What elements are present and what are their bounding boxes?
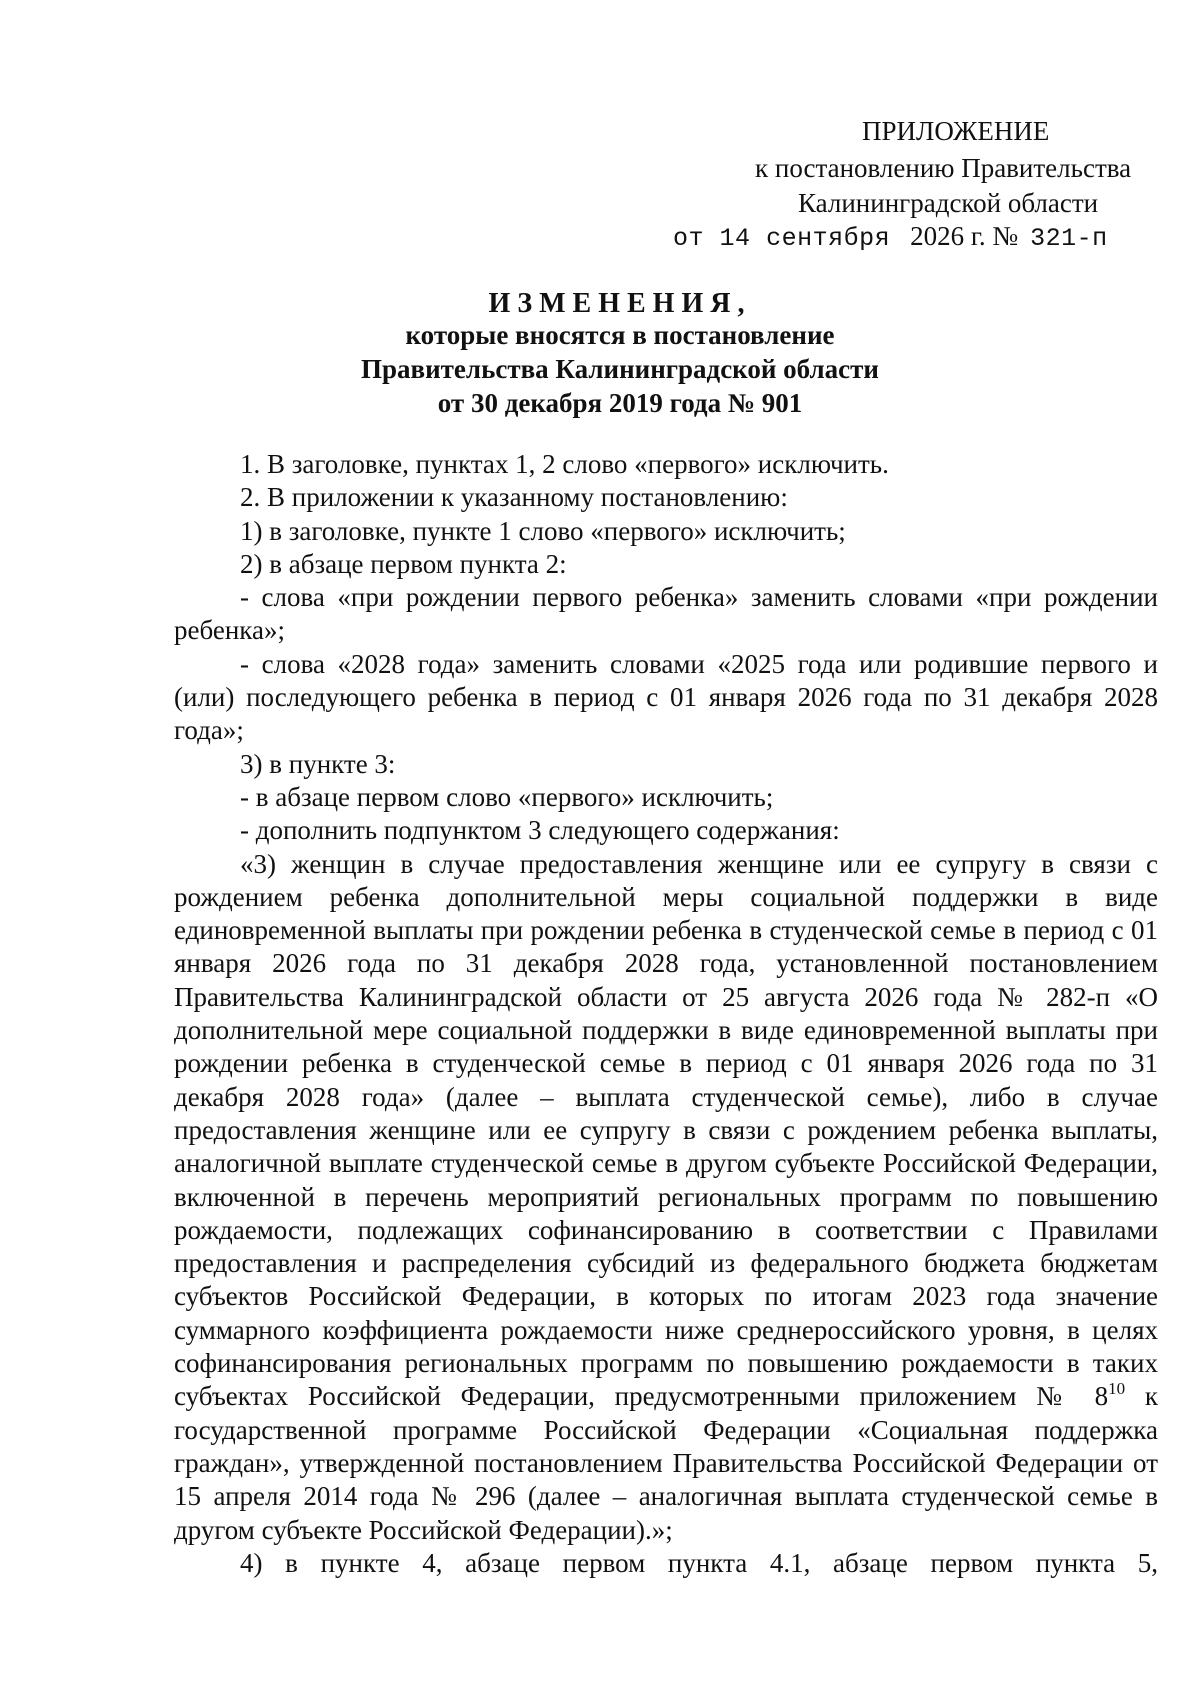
date-prefix: от <box>673 224 705 253</box>
paragraph-3: 1) в заголовке, пункте 1 слово «первого» исключить; <box>240 515 846 546</box>
paragraph-4: 2) в абзаце первом пункта 2: <box>240 548 567 579</box>
title-line-1: которые вносятся в постановление <box>405 320 835 350</box>
date-day: 14 <box>719 224 751 253</box>
date-month: сентября <box>766 224 891 253</box>
paragraph-7: 3) в пункте 3: <box>240 748 396 779</box>
document-title: ИЗМЕНЕНИЯ, <box>488 288 752 319</box>
appendix-ref-line-1: к постановлению Правительства <box>755 153 1132 183</box>
title-line-3: от 30 декабря 2019 года № 901 <box>437 388 803 418</box>
paragraph-2: 2. В приложении к указанному постановлению: <box>240 482 788 513</box>
paragraph-8: - в абзаце первом слово «первого» исключить; <box>240 781 774 812</box>
document-number: 321-п <box>1030 224 1108 253</box>
appendix-date-line <box>673 220 1108 255</box>
paragraph-10-text-b: к государственной программе Российской Федерации «Социальная поддержка граждан», утвержденной постановлением Правительства Российской Федерации от 15 апреля 2014 года № 296 (далее – аналогичная выплата студенческой семье в другом субъекте Российской Федерации).»; <box>174 1381 1158 1545</box>
appendix-ref-line-2: Калининградской области <box>798 188 1099 218</box>
footnote-superscript: 10 <box>1108 1379 1126 1399</box>
title-line-2: Правительства Калининградской области <box>361 354 879 384</box>
paragraph-6: - слова «2028 года» заменить словами «2025 года или родившие первого и (или) последующего ребенка в период с 01 января 2026 года по 31 декабря 2028 года»; <box>174 648 1158 746</box>
date-year: 2026 г. № <box>910 221 1019 251</box>
paragraph-5: - слова «при рождении первого ребенка» заменить словами «при рождении ребенка»; <box>174 582 1158 646</box>
paragraph-11: 4) в пункте 4, абзаце первом пункта 4.1, абзаце первом пункта 5, <box>240 1547 1158 1578</box>
document-body <box>174 448 1158 1580</box>
appendix-label: ПРИЛОЖЕНИЕ <box>862 116 1050 146</box>
paragraph-10 <box>174 848 1158 1547</box>
paragraph-10-text-a: «3) женщин в случае предоставления женщине или ее супругу в связи с рождением ребенка дополнительной меры социальной поддержки в виде единовременной выплаты при рождении ребенка в студенческой семье в период с 01 января 2026 года по 31 декабря 2028 года, установленной постановлением Правительства Калининградской области от 25 августа 2026 года № 282-п «О дополнительной мере социальной поддержки в виде единовременной выплаты при рождении ребенка в студенческой семье в период с 01 января 2026 года по 31 декабря 2028 года» (далее – выплата студенческой семье), либо в случае предоставления женщине или ее супругу в связи с рождением ребенка выплаты, аналогичной выплате студенческой семье в другом субъекте Российской Федерации, включенной в перечень мероприятий региональных программ по повышению рождаемости, подлежащих софинансированию в соответствии с Правилами предоставления и распределения субсидий из федерального бюджета бюджетам субъектов Российской Федерации, в которых по итогам 2023 года значение суммарного коэффициента рождаемости ниже среднероссийского уровня, в целях софинансирования региональных программ по повышению рождаемости в таких субъектах Российской Федерации, предусмотренными приложением № 8 <box>174 848 1158 1412</box>
paragraph-9: - дополнить подпунктом 3 следующего содержания: <box>240 815 840 846</box>
paragraph-1: 1. В заголовке, пунктах 1, 2 слово «первого» исключить. <box>240 449 889 479</box>
